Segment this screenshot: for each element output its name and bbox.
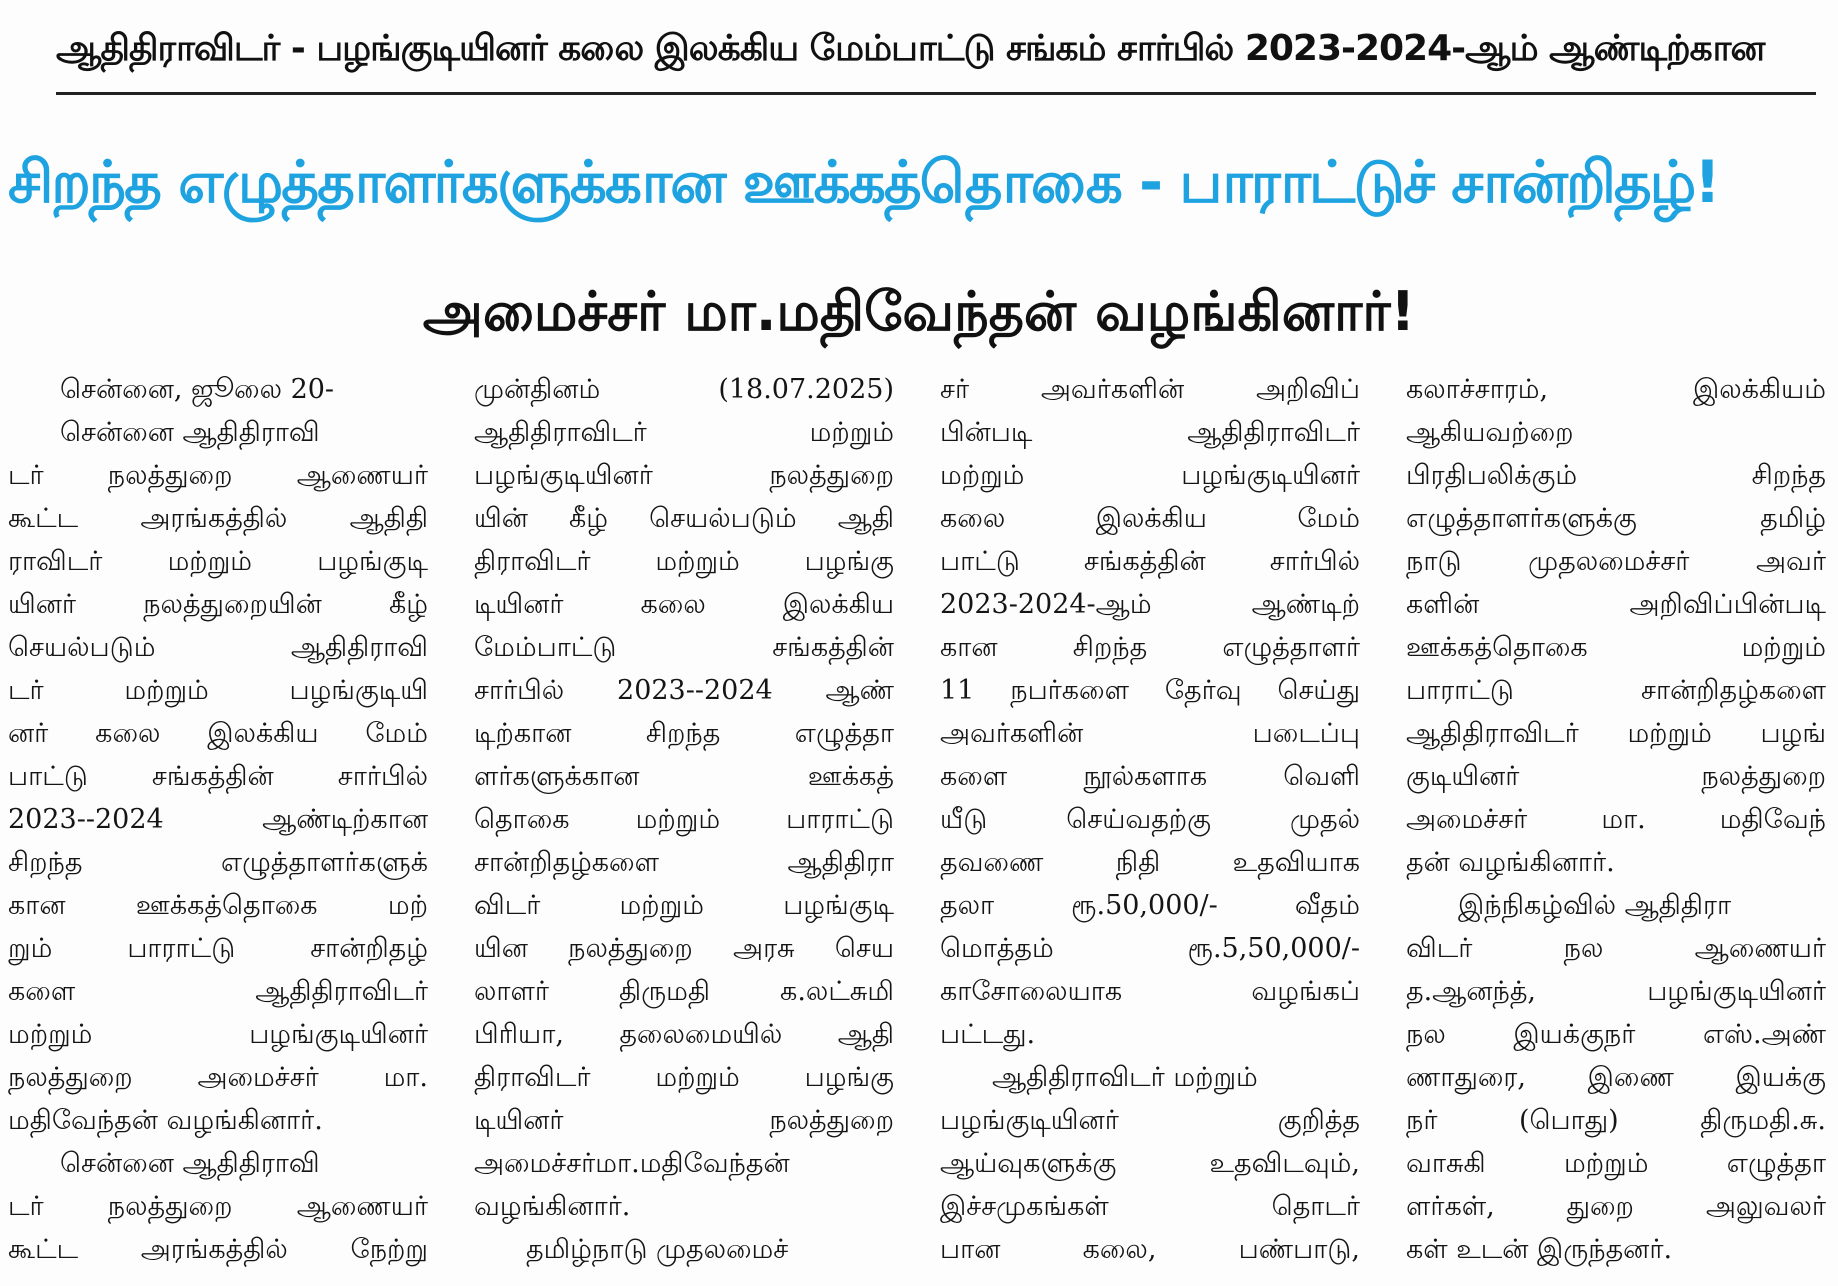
article-line: தமிழ்நாடு முதலமைச் xyxy=(526,1234,789,1265)
article-line: 2023-2024-ஆம் ஆண்டிற் xyxy=(940,589,1360,620)
article-line: யின் கீழ் செயல்படும் ஆதி xyxy=(474,503,894,534)
article-line: ஆதிதிராவிடர் மற்றும் xyxy=(992,1062,1258,1093)
article-line: பாட்டு சங்கத்தின் சார்பில் xyxy=(8,761,428,792)
article-line: எழுத்தாளர்களுக்கு தமிழ் xyxy=(1406,503,1826,534)
article-line: யீடு செய்வதற்கு முதல் xyxy=(940,804,1360,835)
article-line: மற்றும் பழங்குடியினர் xyxy=(940,460,1360,491)
article-line: விடர் நல ஆணையர் xyxy=(1406,933,1826,964)
article-line: டியினர் கலை இலக்கிய xyxy=(474,589,894,620)
article-line: ஆதிதிராவிடர் மற்றும் பழங் xyxy=(1406,718,1826,749)
article-line: மொத்தம் ரூ.5,50,000/- xyxy=(940,933,1360,964)
article-line: மற்றும் பழங்குடியினர் xyxy=(8,1019,428,1050)
article-line: சென்னை ஆதிதிராவி xyxy=(60,1148,320,1179)
article-line: அமைச்சர்மா.மதிவேந்தன் xyxy=(474,1148,790,1179)
article-body xyxy=(8,368,1834,1286)
article-line: திராவிடர் மற்றும் பழங்கு xyxy=(474,546,894,577)
article-line: டர் நலத்துறை ஆணையர் xyxy=(8,1191,428,1222)
article-line: லாளர் திருமதி க.லட்சுமி xyxy=(474,976,894,1007)
article-line: யினர் நலத்துறையின் கீழ் xyxy=(8,589,428,620)
article-line: பழங்குடியினர் நலத்துறை xyxy=(474,460,894,491)
article-line: வாசுகி மற்றும் எழுத்தா xyxy=(1406,1148,1826,1179)
article-line: நல இயக்குநர் எஸ்.அண் xyxy=(1406,1019,1826,1050)
article-line: கள் உடன் இருந்தனர். xyxy=(1406,1234,1673,1265)
article-line: நர் (பொது) திருமதி.சு. xyxy=(1406,1105,1826,1136)
article-line: றும் பாராட்டு சான்றிதழ் xyxy=(8,933,428,964)
article-line: சென்னை ஆதிதிராவி xyxy=(60,417,320,448)
article-column-4 xyxy=(1406,368,1826,1286)
article-line: கூட்ட அரங்கத்தில் ஆதிதி xyxy=(8,503,428,534)
article-line: களை நூல்களாக வெளி xyxy=(940,761,1360,792)
article-line: செயல்படும் ஆதிதிராவி xyxy=(8,632,428,663)
article-line: சென்னை, ஜூலை 20- xyxy=(60,374,335,405)
article-line: அவர்களின் படைப்பு xyxy=(940,718,1360,749)
article-line: கலை இலக்கிய மேம் xyxy=(940,503,1360,534)
article-line: ஆகியவற்றை xyxy=(1406,417,1574,448)
article-line: னர் கலை இலக்கிய மேம் xyxy=(8,718,428,749)
article-line: தொகை மற்றும் பாராட்டு xyxy=(474,804,894,835)
article-line: கான சிறந்த எழுத்தாளர் xyxy=(940,632,1360,663)
article-line: முன்தினம் (18.07.2025) xyxy=(474,374,894,405)
article-line: பிரதிபலிக்கும் சிறந்த xyxy=(1406,460,1826,491)
kicker-headline: ஆதிதிராவிடர் - பழங்குடியினர் கலை இலக்கிய மேம்பாட்டு சங்கம் சார்பில் 2023-2024-ஆம் ஆண்டிற்கான xyxy=(56,28,1765,69)
article-line: பான கலை, பண்பாடு, xyxy=(940,1234,1360,1265)
article-column-3 xyxy=(940,368,1360,1286)
article-line: மதிவேந்தன் வழங்கினார். xyxy=(8,1105,323,1136)
article-line: கான ஊக்கத்தொகை மற் xyxy=(8,890,428,921)
article-line: இச்சமுகங்கள் தொடர் xyxy=(940,1191,1360,1222)
article-line: தலா ரூ.50,000/- வீதம் xyxy=(940,890,1360,921)
article-line: களை ஆதிதிராவிடர் xyxy=(8,976,428,1007)
article-line: ஆதிதிராவிடர் மற்றும் xyxy=(474,417,894,448)
article-line: காசோலையாக வழங்கப் xyxy=(940,976,1360,1007)
article-line: கூட்ட அரங்கத்தில் நேற்று xyxy=(8,1234,428,1265)
article-line: யின நலத்துறை அரசு செய xyxy=(474,933,894,964)
article-line: ஆய்வுகளுக்கு உதவிடவும், xyxy=(940,1148,1360,1179)
article-line: பின்படி ஆதிதிராவிடர் xyxy=(940,417,1360,448)
article-line: சார்பில் 2023--2024 ஆண் xyxy=(474,675,894,706)
article-line: த.ஆனந்த், பழங்குடியினர் xyxy=(1406,976,1826,1007)
article-line: மேம்பாட்டு சங்கத்தின் xyxy=(474,632,894,663)
kicker-divider xyxy=(56,92,1816,95)
article-line: பிரியா, தலைமையில் ஆதி xyxy=(474,1019,894,1050)
article-line: ஊக்கத்தொகை மற்றும் xyxy=(1406,632,1826,663)
article-line: 2023--2024 ஆண்டிற்கான xyxy=(8,804,428,835)
article-line: விடர் மற்றும் பழங்குடி xyxy=(474,890,894,921)
article-line: தன் வழங்கினார். xyxy=(1406,847,1615,878)
article-line: சர் அவர்களின் அறிவிப் xyxy=(940,374,1360,405)
article-line: நலத்துறை அமைச்சர் மா. xyxy=(8,1062,428,1093)
sub-headline: அமைச்சர் மா.மதிவேந்தன் வழங்கினார்! xyxy=(422,280,1416,343)
article-line: சான்றிதழ்களை ஆதிதிரா xyxy=(474,847,894,878)
article-line: இந்நிகழ்வில் ஆதிதிரா xyxy=(1458,890,1732,921)
article-line: குடியினர் நலத்துறை xyxy=(1406,761,1826,792)
article-line: ளர்களுக்கான ஊக்கத் xyxy=(474,761,894,792)
article-column-2 xyxy=(474,368,894,1286)
article-line: அமைச்சர் மா. மதிவேந் xyxy=(1406,804,1826,835)
article-line: வழங்கினார். xyxy=(474,1191,631,1222)
article-line: பாட்டு சங்கத்தின் சார்பில் xyxy=(940,546,1360,577)
article-line: தவணை நிதி உதவியாக xyxy=(940,847,1360,878)
article-line: பழங்குடியினர் குறித்த xyxy=(940,1105,1360,1136)
article-line: டிற்கான சிறந்த எழுத்தா xyxy=(474,718,894,749)
article-line: ராவிடர் மற்றும் பழங்குடி xyxy=(8,546,428,577)
article-line: டர் மற்றும் பழங்குடியி xyxy=(8,675,428,706)
article-line: ணாதுரை, இணை இயக்கு xyxy=(1406,1062,1826,1093)
article-line: பாராட்டு சான்றிதழ்களை xyxy=(1406,675,1826,706)
article-line: டியினர் நலத்துறை xyxy=(474,1105,894,1136)
article-line: நாடு முதலமைச்சர் அவர் xyxy=(1406,546,1826,577)
article-column-1 xyxy=(8,368,428,1286)
article-line: டர் நலத்துறை ஆணையர் xyxy=(8,460,428,491)
main-headline: சிறந்த எழுத்தாளர்களுக்கான ஊக்கத்தொகை - பாராட்டுச் சான்றிதழ்! xyxy=(8,148,1719,216)
article-line: கலாச்சாரம், இலக்கியம் xyxy=(1406,374,1826,405)
article-line: சிறந்த எழுத்தாளர்களுக் xyxy=(8,847,428,878)
article-line: ளர்கள், துறை அலுவலர் xyxy=(1406,1191,1826,1222)
article-line: களின் அறிவிப்பின்படி xyxy=(1406,589,1826,620)
article-line: திராவிடர் மற்றும் பழங்கு xyxy=(474,1062,894,1093)
article-line: 11 நபர்களை தேர்வு செய்து xyxy=(940,675,1360,706)
article-line: பட்டது. xyxy=(940,1019,1036,1050)
